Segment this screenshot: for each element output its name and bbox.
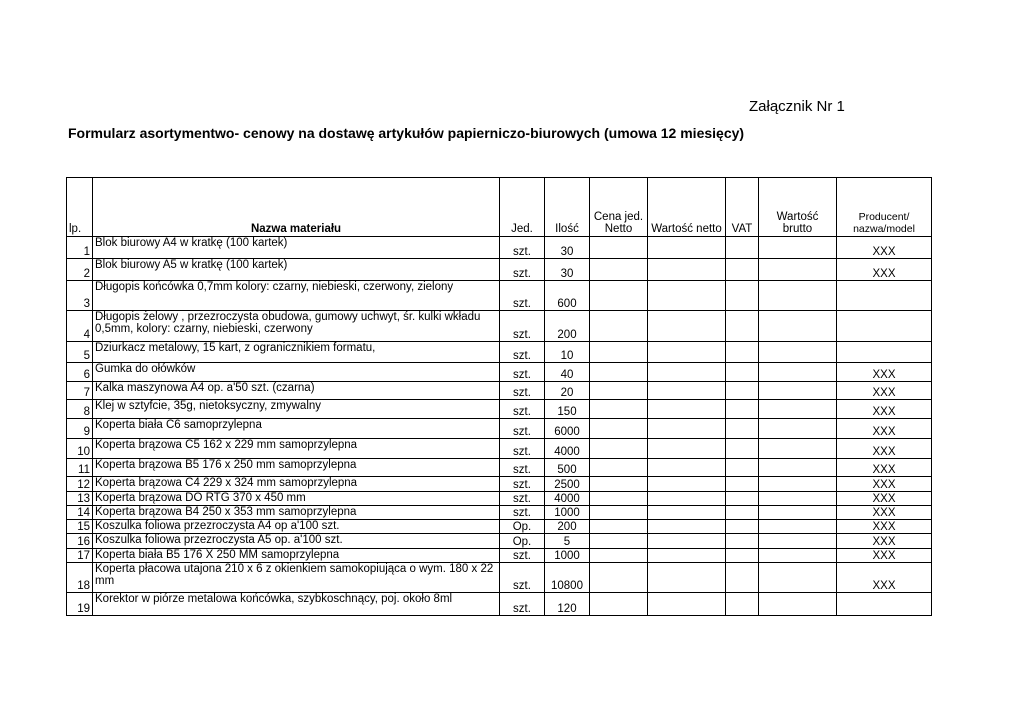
row-lp: 5 bbox=[67, 342, 93, 363]
row-wartosc-brutto bbox=[759, 534, 837, 549]
row-wartosc-brutto bbox=[759, 363, 837, 382]
row-name: Długopis końcówka 0,7mm kolory: czarny, niebieski, czerwony, zielony bbox=[93, 281, 500, 311]
row-wartosc-netto bbox=[648, 477, 726, 492]
row-ilosc: 2500 bbox=[545, 477, 590, 492]
row-name: Koperta biała C6 samoprzylepna bbox=[93, 419, 500, 439]
table-row bbox=[67, 549, 932, 563]
row-jed: szt. bbox=[500, 593, 545, 616]
row-ilosc: 600 bbox=[545, 281, 590, 311]
row-producent: XXX bbox=[837, 477, 932, 492]
row-ilosc: 10 bbox=[545, 342, 590, 363]
row-jed: szt. bbox=[500, 237, 545, 259]
assortment-price-table bbox=[66, 177, 932, 616]
row-lp: 4 bbox=[67, 311, 93, 342]
row-vat bbox=[726, 259, 759, 281]
row-cena-jed bbox=[590, 363, 648, 382]
row-vat bbox=[726, 439, 759, 459]
table-row bbox=[67, 563, 932, 593]
row-lp: 2 bbox=[67, 259, 93, 281]
row-producent: XXX bbox=[837, 382, 932, 400]
row-vat bbox=[726, 237, 759, 259]
row-jed: szt. bbox=[500, 259, 545, 281]
row-wartosc-netto bbox=[648, 363, 726, 382]
row-name: Koperta biała B5 176 X 250 MM samoprzylepna bbox=[93, 549, 500, 563]
row-name: Koszulka foliowa przezroczysta A4 op a'100 szt. bbox=[93, 520, 500, 534]
row-wartosc-netto bbox=[648, 549, 726, 563]
row-ilosc: 10800 bbox=[545, 563, 590, 593]
row-producent: XXX bbox=[837, 237, 932, 259]
row-wartosc-brutto bbox=[759, 520, 837, 534]
row-vat bbox=[726, 400, 759, 419]
table-row bbox=[67, 477, 932, 492]
table-row bbox=[67, 534, 932, 549]
row-producent: XXX bbox=[837, 259, 932, 281]
row-producent: XXX bbox=[837, 506, 932, 520]
row-wartosc-brutto bbox=[759, 593, 837, 616]
row-ilosc: 4000 bbox=[545, 439, 590, 459]
table-row bbox=[67, 400, 932, 419]
row-lp: 11 bbox=[67, 459, 93, 477]
row-lp: 15 bbox=[67, 520, 93, 534]
row-jed: szt. bbox=[500, 382, 545, 400]
row-cena-jed bbox=[590, 259, 648, 281]
row-name: Koperta brązowa B4 250 x 353 mm samoprzylepna bbox=[93, 506, 500, 520]
row-ilosc: 200 bbox=[545, 311, 590, 342]
row-ilosc: 500 bbox=[545, 459, 590, 477]
col-header-vat: VAT bbox=[726, 178, 759, 237]
row-vat bbox=[726, 506, 759, 520]
row-name: Koperta brązowa DO RTG 370 x 450 mm bbox=[93, 492, 500, 506]
row-wartosc-brutto bbox=[759, 237, 837, 259]
row-vat bbox=[726, 382, 759, 400]
row-producent: XXX bbox=[837, 439, 932, 459]
row-name: Koperta brązowa C5 162 x 229 mm samoprzylepna bbox=[93, 439, 500, 459]
row-vat bbox=[726, 534, 759, 549]
row-vat bbox=[726, 549, 759, 563]
row-wartosc-netto bbox=[648, 520, 726, 534]
row-cena-jed bbox=[590, 400, 648, 419]
row-wartosc-brutto bbox=[759, 281, 837, 311]
row-wartosc-netto bbox=[648, 382, 726, 400]
row-wartosc-brutto bbox=[759, 477, 837, 492]
row-producent: XXX bbox=[837, 492, 932, 506]
row-cena-jed bbox=[590, 311, 648, 342]
row-lp: 13 bbox=[67, 492, 93, 506]
row-cena-jed bbox=[590, 593, 648, 616]
row-jed: szt. bbox=[500, 400, 545, 419]
row-vat bbox=[726, 492, 759, 506]
row-vat bbox=[726, 520, 759, 534]
row-wartosc-brutto bbox=[759, 382, 837, 400]
row-ilosc: 30 bbox=[545, 259, 590, 281]
row-wartosc-brutto bbox=[759, 549, 837, 563]
table-row bbox=[67, 419, 932, 439]
row-name: Koperta płacowa utajona 210 x 6 z okienkiem samokopiująca o wym. 180 x 22 mm bbox=[93, 563, 500, 593]
row-lp: 17 bbox=[67, 549, 93, 563]
row-ilosc: 1000 bbox=[545, 549, 590, 563]
col-header-name: Nazwa materiału bbox=[93, 178, 500, 237]
row-cena-jed bbox=[590, 342, 648, 363]
row-cena-jed bbox=[590, 419, 648, 439]
row-ilosc: 4000 bbox=[545, 492, 590, 506]
row-producent: XXX bbox=[837, 549, 932, 563]
row-wartosc-brutto bbox=[759, 563, 837, 593]
row-jed: szt. bbox=[500, 342, 545, 363]
row-wartosc-netto bbox=[648, 563, 726, 593]
row-jed: szt. bbox=[500, 311, 545, 342]
row-name: Koperta brązowa B5 176 x 250 mm samoprzylepna bbox=[93, 459, 500, 477]
row-lp: 16 bbox=[67, 534, 93, 549]
row-wartosc-brutto bbox=[759, 459, 837, 477]
row-vat bbox=[726, 419, 759, 439]
table-row bbox=[67, 363, 932, 382]
row-cena-jed bbox=[590, 534, 648, 549]
row-wartosc-netto bbox=[648, 593, 726, 616]
row-wartosc-netto bbox=[648, 459, 726, 477]
row-vat bbox=[726, 342, 759, 363]
row-producent: XXX bbox=[837, 459, 932, 477]
row-ilosc: 30 bbox=[545, 237, 590, 259]
row-ilosc: 20 bbox=[545, 382, 590, 400]
row-cena-jed bbox=[590, 281, 648, 311]
row-wartosc-netto bbox=[648, 506, 726, 520]
row-wartosc-brutto bbox=[759, 400, 837, 419]
row-jed: szt. bbox=[500, 563, 545, 593]
row-ilosc: 5 bbox=[545, 534, 590, 549]
row-ilosc: 200 bbox=[545, 520, 590, 534]
row-producent: XXX bbox=[837, 520, 932, 534]
row-lp: 1 bbox=[67, 237, 93, 259]
col-header-ilosc: Ilość bbox=[545, 178, 590, 237]
table-row bbox=[67, 459, 932, 477]
row-cena-jed bbox=[590, 382, 648, 400]
row-vat bbox=[726, 593, 759, 616]
row-wartosc-brutto bbox=[759, 419, 837, 439]
row-cena-jed bbox=[590, 237, 648, 259]
row-name: Blok biurowy A4 w kratkę (100 kartek) bbox=[93, 237, 500, 259]
table-row bbox=[67, 311, 932, 342]
row-name: Gumka do ołówków bbox=[93, 363, 500, 382]
row-vat bbox=[726, 563, 759, 593]
row-producent: XXX bbox=[837, 563, 932, 593]
row-ilosc: 6000 bbox=[545, 419, 590, 439]
col-header-jed: Jed. bbox=[500, 178, 545, 237]
row-vat bbox=[726, 311, 759, 342]
row-jed: szt. bbox=[500, 439, 545, 459]
row-name: Blok biurowy A5 w kratkę (100 kartek) bbox=[93, 259, 500, 281]
row-cena-jed bbox=[590, 520, 648, 534]
row-cena-jed bbox=[590, 563, 648, 593]
row-lp: 6 bbox=[67, 363, 93, 382]
row-jed: szt. bbox=[500, 549, 545, 563]
row-jed: szt. bbox=[500, 281, 545, 311]
col-header-lp: lp. bbox=[67, 178, 93, 237]
row-wartosc-netto bbox=[648, 311, 726, 342]
table-row bbox=[67, 439, 932, 459]
row-name: Kalka maszynowa A4 op. a'50 szt. (czarna) bbox=[93, 382, 500, 400]
row-ilosc: 40 bbox=[545, 363, 590, 382]
row-producent: XXX bbox=[837, 363, 932, 382]
table-row bbox=[67, 342, 932, 363]
row-producent: XXX bbox=[837, 400, 932, 419]
table-row bbox=[67, 237, 932, 259]
row-lp: 7 bbox=[67, 382, 93, 400]
row-producent: XXX bbox=[837, 419, 932, 439]
row-wartosc-netto bbox=[648, 492, 726, 506]
row-wartosc-netto bbox=[648, 439, 726, 459]
table-row bbox=[67, 506, 932, 520]
row-wartosc-brutto bbox=[759, 439, 837, 459]
row-name: Koszulka foliowa przezroczysta A5 op. a'100 szt. bbox=[93, 534, 500, 549]
row-producent bbox=[837, 593, 932, 616]
table-row bbox=[67, 259, 932, 281]
row-jed: szt. bbox=[500, 363, 545, 382]
table-row bbox=[67, 593, 932, 616]
row-name: Klej w sztyfcie, 35g, nietoksyczny, zmywalny bbox=[93, 400, 500, 419]
row-jed: szt. bbox=[500, 419, 545, 439]
row-lp: 8 bbox=[67, 400, 93, 419]
row-cena-jed bbox=[590, 492, 648, 506]
row-wartosc-brutto bbox=[759, 259, 837, 281]
row-lp: 3 bbox=[67, 281, 93, 311]
row-lp: 10 bbox=[67, 439, 93, 459]
page-title: Formularz asortymentwo- cenowy na dostawę artykułów papierniczo-biurowych (umowa 12 miesięcy) bbox=[68, 125, 745, 141]
row-wartosc-netto bbox=[648, 400, 726, 419]
col-header-cena-jed: Cena jed. Netto bbox=[590, 178, 648, 237]
row-ilosc: 1000 bbox=[545, 506, 590, 520]
row-cena-jed bbox=[590, 439, 648, 459]
row-wartosc-brutto bbox=[759, 311, 837, 342]
row-producent: XXX bbox=[837, 534, 932, 549]
table-row bbox=[67, 492, 932, 506]
row-wartosc-brutto bbox=[759, 492, 837, 506]
col-header-producent: Producent/ nazwa/model bbox=[837, 178, 932, 237]
row-jed: szt. bbox=[500, 492, 545, 506]
row-jed: szt. bbox=[500, 477, 545, 492]
row-ilosc: 150 bbox=[545, 400, 590, 419]
row-wartosc-netto bbox=[648, 259, 726, 281]
row-lp: 9 bbox=[67, 419, 93, 439]
row-producent bbox=[837, 311, 932, 342]
row-name: Długopis żelowy , przezroczysta obudowa, gumowy uchwyt, śr. kulki wkładu 0,5mm, kolory: czarny, niebieski, czerwony bbox=[93, 311, 500, 342]
table-row bbox=[67, 281, 932, 311]
row-jed: Op. bbox=[500, 520, 545, 534]
row-lp: 19 bbox=[67, 593, 93, 616]
row-lp: 12 bbox=[67, 477, 93, 492]
row-wartosc-netto bbox=[648, 237, 726, 259]
row-jed: szt. bbox=[500, 459, 545, 477]
table-row bbox=[67, 382, 932, 400]
row-wartosc-netto bbox=[648, 419, 726, 439]
row-producent bbox=[837, 342, 932, 363]
row-cena-jed bbox=[590, 459, 648, 477]
row-name: Koperta brązowa C4 229 x 324 mm samoprzylepna bbox=[93, 477, 500, 492]
row-lp: 14 bbox=[67, 506, 93, 520]
row-name: Korektor w piórze metalowa końcówka, szybkoschnący, poj. około 8ml bbox=[93, 593, 500, 616]
row-cena-jed bbox=[590, 506, 648, 520]
row-vat bbox=[726, 477, 759, 492]
row-vat bbox=[726, 459, 759, 477]
row-jed: Op. bbox=[500, 534, 545, 549]
row-vat bbox=[726, 363, 759, 382]
row-producent bbox=[837, 281, 932, 311]
row-cena-jed bbox=[590, 477, 648, 492]
row-ilosc: 120 bbox=[545, 593, 590, 616]
table-row bbox=[67, 520, 932, 534]
row-lp: 18 bbox=[67, 563, 93, 593]
row-cena-jed bbox=[590, 549, 648, 563]
annex-label: Załącznik Nr 1 bbox=[749, 98, 845, 115]
row-wartosc-brutto bbox=[759, 506, 837, 520]
row-wartosc-netto bbox=[648, 281, 726, 311]
row-vat bbox=[726, 281, 759, 311]
col-header-wartosc-brutto: Wartość brutto bbox=[759, 178, 837, 237]
row-wartosc-netto bbox=[648, 534, 726, 549]
row-wartosc-brutto bbox=[759, 342, 837, 363]
col-header-wartosc-netto: Wartość netto bbox=[648, 178, 726, 237]
table-header-row bbox=[67, 178, 932, 237]
row-jed: szt. bbox=[500, 506, 545, 520]
row-name: Dziurkacz metalowy, 15 kart, z ogranicznikiem formatu, bbox=[93, 342, 500, 363]
row-wartosc-netto bbox=[648, 342, 726, 363]
